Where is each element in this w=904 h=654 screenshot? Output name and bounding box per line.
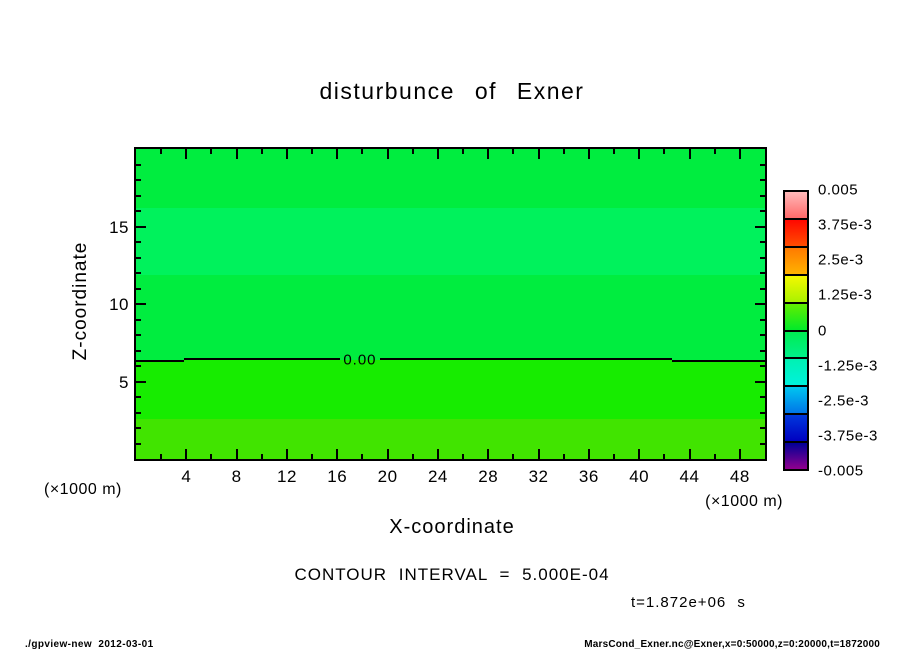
colorbar-labels [818, 181, 904, 480]
y-tick-right [760, 164, 765, 166]
x-tick-top [361, 149, 363, 154]
x-tick-label: 28 [478, 467, 499, 486]
x-tick-bottom [462, 454, 464, 459]
colorbar-segment [785, 302, 807, 330]
x-tick-top [185, 149, 187, 159]
x-axis-unit-right: (×1000 m) [705, 493, 783, 510]
colorbar-tick-label: 2.5e-3 [818, 251, 864, 269]
colorbar-tick-label: 3.75e-3 [818, 216, 873, 234]
x-tick-label: 20 [377, 467, 398, 486]
x-tick-top [689, 149, 691, 159]
y-tick-right [755, 226, 765, 228]
y-tick-right [760, 272, 765, 274]
contour-band [136, 419, 765, 459]
chart-title: disturbunce of Exner [319, 78, 585, 104]
x-tick-label: 16 [327, 467, 348, 486]
contour-line [136, 360, 184, 362]
footer-command-text: ./gpview-new 2012-03-01 [25, 639, 154, 650]
x-tick-label: 48 [729, 467, 750, 486]
y-tick-right [760, 412, 765, 414]
y-tick-left [136, 427, 141, 429]
x-tick-label: 24 [427, 467, 448, 486]
x-tick-bottom [311, 454, 313, 459]
y-tick-left [136, 226, 146, 228]
x-tick-bottom [361, 454, 363, 459]
x-tick-top [387, 149, 389, 159]
x-tick-label: 36 [578, 467, 599, 486]
x-tick-label: 8 [231, 467, 242, 486]
x-tick-bottom [663, 454, 665, 459]
y-tick-left [136, 350, 141, 352]
x-tick-bottom [487, 449, 489, 459]
x-tick-top [487, 149, 489, 159]
colorbar-tick-label: -1.25e-3 [818, 357, 878, 375]
y-tick-left [136, 319, 141, 321]
x-tick-top [588, 149, 590, 159]
colorbar-tick-label: 0 [818, 322, 827, 339]
y-tick-right [760, 443, 765, 445]
x-tick-label: 44 [679, 467, 700, 486]
x-tick-top [714, 149, 716, 154]
colorbar [783, 190, 809, 471]
y-tick-right [760, 427, 765, 429]
y-tick-left [136, 272, 141, 274]
y-tick-left [136, 241, 141, 243]
x-tick-top [311, 149, 313, 154]
x-tick-bottom [538, 449, 540, 459]
contour-band [136, 208, 765, 275]
y-tick-right [760, 210, 765, 212]
y-tick-left [136, 381, 146, 383]
y-tick-left [136, 303, 146, 305]
colorbar-tick-label: 0.005 [818, 181, 859, 199]
y-tick-right [760, 365, 765, 367]
x-tick-bottom [437, 449, 439, 459]
y-tick-left [136, 443, 141, 445]
x-tick-bottom [714, 454, 716, 459]
y-tick-right [760, 350, 765, 352]
footer-source-text: MarsCond_Exner.nc@Exner,x=0:50000,z=0:20000,t=1872000 [584, 639, 880, 650]
y-tick-right [760, 241, 765, 243]
x-tick-top [638, 149, 640, 159]
y-tick-right [760, 396, 765, 398]
contour-band [136, 360, 765, 419]
plot-area [134, 147, 767, 461]
x-tick-bottom [512, 454, 514, 459]
x-tick-label: 4 [181, 467, 192, 486]
contour-line [672, 360, 765, 362]
x-tick-top [336, 149, 338, 159]
y-tick-right [760, 319, 765, 321]
x-tick-top [437, 149, 439, 159]
contour-line [184, 358, 340, 360]
colorbar-tick-label: 1.25e-3 [818, 286, 873, 304]
colorbar-tick-label: -0.005 [818, 462, 864, 480]
x-tick-bottom [689, 449, 691, 459]
y-tick-left [136, 164, 141, 166]
x-tick-top [160, 149, 162, 154]
y-tick-left [136, 257, 141, 259]
x-tick-label: 12 [276, 467, 297, 486]
x-tick-bottom [185, 449, 187, 459]
x-tick-bottom [739, 449, 741, 459]
contour-interval-text: CONTOUR INTERVAL = 5.000E-04 [294, 565, 610, 584]
x-tick-bottom [160, 454, 162, 459]
colorbar-segment [785, 441, 807, 469]
y-tick-label: 15 [109, 217, 129, 237]
colorbar-segment [785, 192, 807, 218]
x-tick-top [462, 149, 464, 154]
x-tick-top [663, 149, 665, 154]
colorbar-segment [785, 330, 807, 358]
x-tick-top [739, 149, 741, 159]
x-tick-top [563, 149, 565, 154]
time-annotation: t=1.872e+06 s [631, 594, 746, 611]
x-tick-bottom [387, 449, 389, 459]
y-tick-right [760, 288, 765, 290]
x-tick-bottom [336, 449, 338, 459]
y-tick-right [760, 334, 765, 336]
x-tick-bottom [563, 454, 565, 459]
x-tick-top [512, 149, 514, 154]
y-tick-right [760, 179, 765, 181]
y-axis-label: Z-coordinate [70, 241, 91, 361]
y-tick-right [760, 195, 765, 197]
colorbar-segment [785, 357, 807, 385]
x-tick-bottom [638, 449, 640, 459]
colorbar-segment [785, 413, 807, 441]
x-tick-label: 40 [629, 467, 650, 486]
x-tick-top [236, 149, 238, 159]
contour-line [380, 358, 672, 360]
y-tick-left [136, 396, 141, 398]
y-tick-label: 5 [119, 372, 129, 392]
y-tick-left [136, 210, 141, 212]
y-tick-right [760, 257, 765, 259]
x-tick-bottom [210, 454, 212, 459]
y-tick-left [136, 412, 141, 414]
colorbar-tick-label: -3.75e-3 [818, 427, 878, 445]
x-tick-bottom [412, 454, 414, 459]
x-tick-top [613, 149, 615, 154]
x-tick-bottom [588, 449, 590, 459]
x-tick-bottom [613, 454, 615, 459]
y-tick-left [136, 195, 141, 197]
y-tick-left [136, 365, 141, 367]
x-tick-top [261, 149, 263, 154]
y-tick-left [136, 334, 141, 336]
x-axis-unit-left: (×1000 m) [44, 481, 122, 498]
x-tick-top [286, 149, 288, 159]
colorbar-segment [785, 218, 807, 246]
x-tick-top [210, 149, 212, 154]
y-tick-label: 10 [109, 295, 129, 314]
x-tick-top [538, 149, 540, 159]
x-tick-bottom [286, 449, 288, 459]
x-tick-bottom [261, 454, 263, 459]
y-tick-left [136, 179, 141, 181]
x-tick-label: 32 [528, 467, 549, 486]
contour-label: 0.00 [343, 351, 377, 369]
x-tick-bottom [236, 449, 238, 459]
colorbar-segment [785, 385, 807, 413]
colorbar-segment [785, 274, 807, 302]
contour-band [136, 275, 765, 361]
y-tick-left [136, 288, 141, 290]
colorbar-tick-label: -2.5e-3 [818, 392, 870, 410]
x-tick-top [412, 149, 414, 154]
contour-band [136, 149, 765, 208]
y-tick-right [755, 303, 765, 305]
y-tick-right [755, 381, 765, 383]
colorbar-segment [785, 246, 807, 274]
x-axis-label: X-coordinate [389, 516, 515, 538]
